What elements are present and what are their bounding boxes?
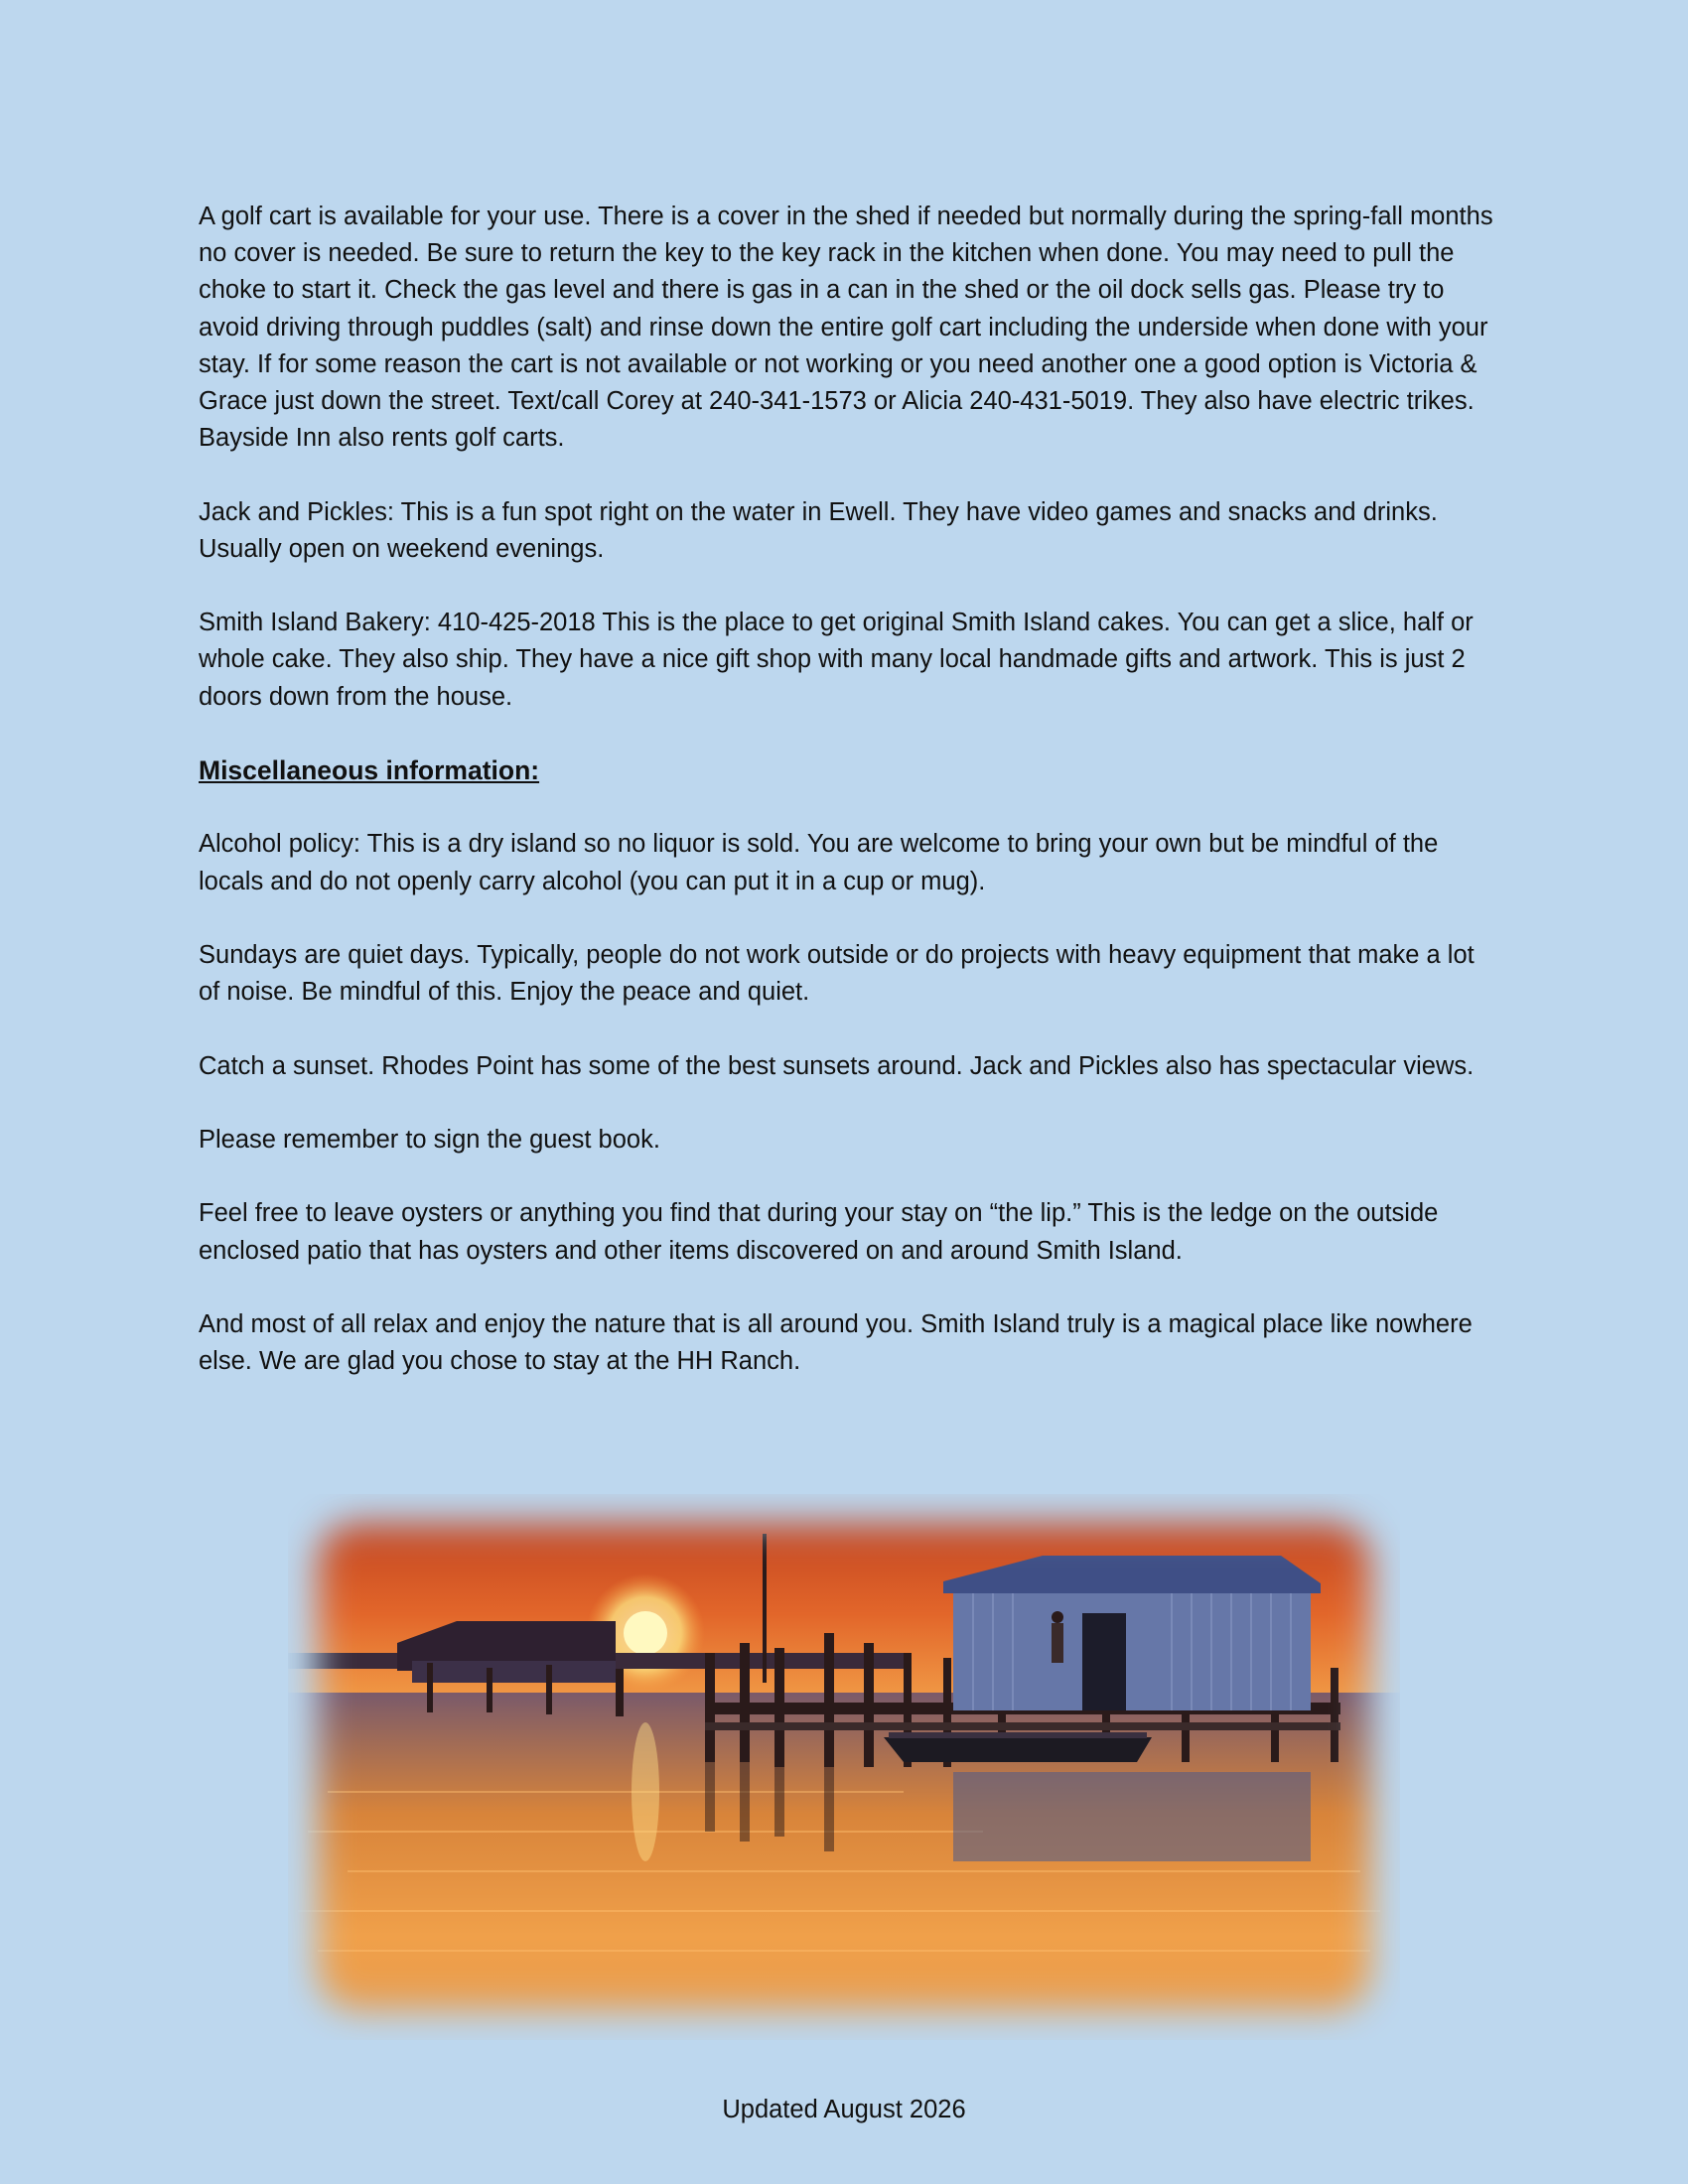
sunset-harbor-photo: [288, 1494, 1400, 2040]
sun: [624, 1611, 667, 1655]
shed-wall: [953, 1593, 1311, 1710]
sunset-harbor-illustration: [288, 1494, 1400, 2040]
water: [288, 1693, 1400, 2040]
paragraph-jack-and-pickles: Jack and Pickles: This is a fun spot right on the water in Ewell. They have video games and snacks and drinks. Usually open on weekend evenings.: [199, 497, 1438, 563]
paragraph-smith-island-bakery: Smith Island Bakery: 410-425-2018 This is the place to get original Smith Island cakes. You can get a slice, half or whole cake. They also ship. They have a nice gift shop with many local handmade gifts and artwork. This is just 2 doors down from the house.: [199, 609, 1474, 711]
footer-updated-date: Updated August 2026: [722, 2096, 966, 2123]
paragraph-alcohol-policy: Alcohol policy: This is a dry island so no liquor is sold. You are welcome to bring your own but be mindful of the locals and do not openly carry alcohol (you can put it in a cup or mug).: [199, 830, 1439, 895]
paragraph-sundays: Sundays are quiet days. Typically, people do not work outside or do projects with heavy equipment that make a lot of noise. Be mindful of this. Enjoy the peace and quiet.: [199, 940, 1475, 1007]
paragraph-guest-book: Please remember to sign the guest book.: [199, 1125, 660, 1154]
paragraph-golf-cart: A golf cart is available for your use. There is a cover in the shed if needed but normally during the spring-fall months no cover is needed. Be sure to return the key to the key rack in the kitchen when done. You may need to pull the choke to start it. Check the gas level and there is gas in a can in the shed or the oil dock sells gas. Please try to avoid driving through puddles (salt) and rinse down the entire golf cart including the underside when done with your stay. If for some reason the cart is not available or not working or you need another one a good option is Victoria & Grace just down the street. Text/call Corey at 240-341-1573 or Alicia 240-431-5019. They also have electric trikes. Bayside Inn also rents golf carts.: [199, 203, 1493, 453]
paragraph-sunset: Catch a sunset. Rhodes Point has some of the best sunsets around. Jack and Pickles also has spectacular views.: [199, 1051, 1475, 1080]
boat: [884, 1737, 1152, 1762]
section-heading-miscellaneous: Miscellaneous information:: [199, 755, 540, 785]
shed-door: [1082, 1613, 1126, 1710]
paragraph-the-lip: Feel free to leave oysters or anything you find that during your stay on “the lip.” This is the ledge on the outside enclosed patio that has oysters and other items discovered on and around Smith Island.: [199, 1199, 1439, 1265]
document-body: [199, 199, 1499, 1418]
shed-reflection: [953, 1772, 1311, 1861]
paragraph-relax: And most of all relax and enjoy the nature that is all around you. Smith Island truly is a magical place like nowhere else. We are glad you chose to stay at the HH Ranch.: [199, 1309, 1473, 1376]
